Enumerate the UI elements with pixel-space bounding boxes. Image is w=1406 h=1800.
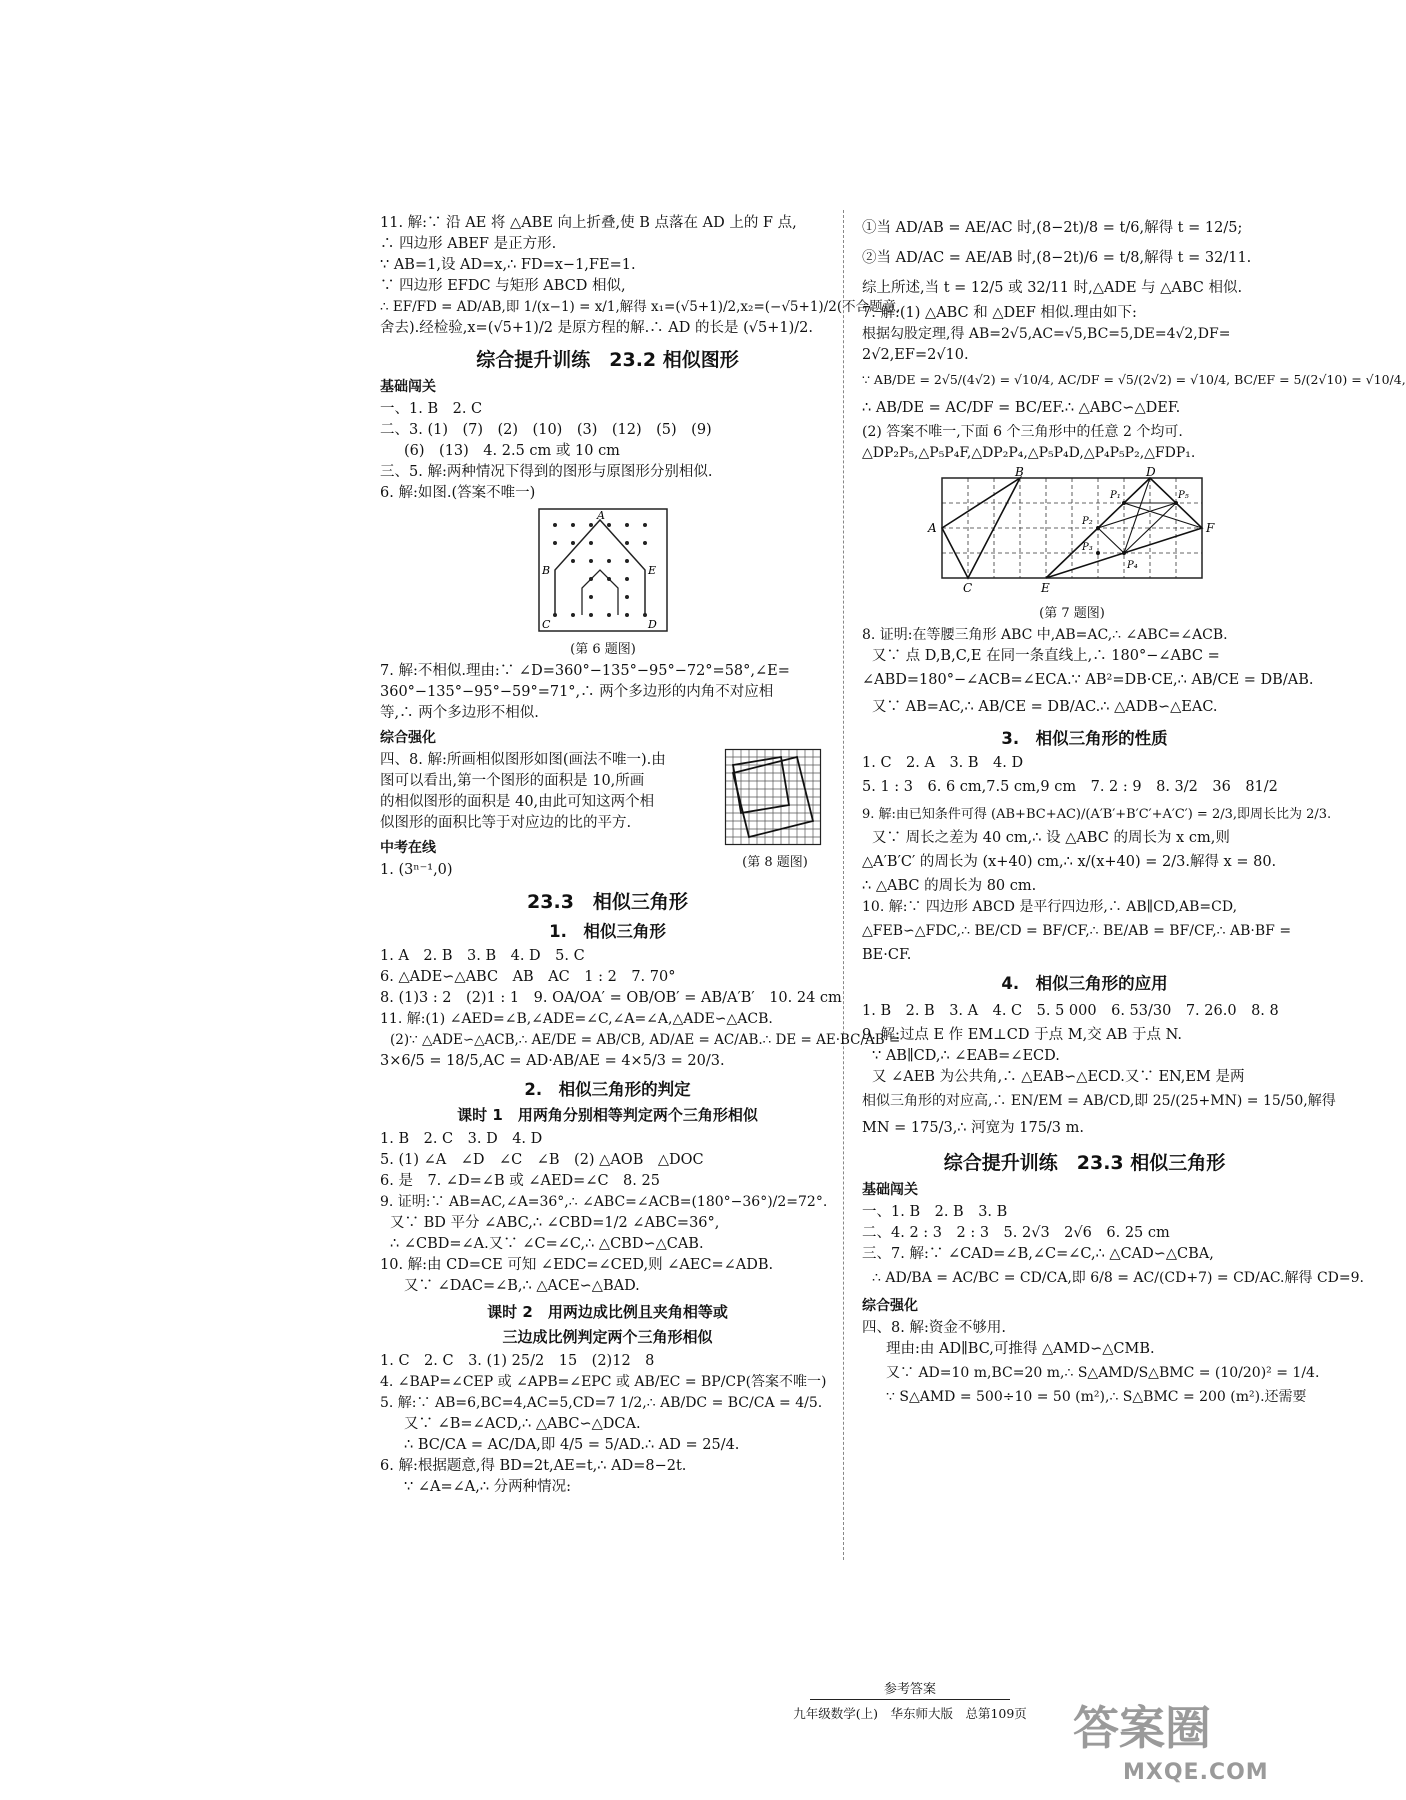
figure-8-diagram: [725, 749, 821, 845]
answer-line: (2)∵ △ADE∽△ACB,∴ AE/DE = AB/CB, AD/AE = AC/AB.∴ DE = AE·BC/AB =: [390, 1032, 901, 1048]
answer-line: 根据勾股定理,得 AB=2√5,AC=√5,BC=5,DE=4√2,DF=: [862, 326, 1231, 342]
lesson-2-title-line-2: 三边成比例判定两个三角形相似: [502, 1328, 713, 1346]
answer-line: 二、3. (1) (7) (2) (10) (3) (12) (5) (9): [380, 422, 712, 438]
answer-line: 7. 解:(1) △ABC 和 △DEF 相似.理由如下:: [862, 305, 1137, 321]
answer-line: 一、1. B 2. B 3. B: [862, 1204, 1008, 1220]
answer-line: 10. 解:由 CD=CE 可知 ∠EDC=∠CED,则 ∠AEC=∠ADB.: [380, 1257, 774, 1273]
answer-line: 综上所述,当 t = 12/5 或 32/11 时,△ADE 与 △ABC 相似.: [862, 280, 1243, 296]
lesson-2-block: [380, 1351, 835, 1498]
footer-title: 参考答案: [810, 1678, 1010, 1700]
answer-line: 6. 解:如图.(答案不唯一): [380, 485, 536, 501]
answer-line: 6. △ADE∽△ABC AB AC 1 : 2 7. 70°: [380, 969, 676, 985]
label-e: E: [1041, 581, 1050, 595]
q11-line: ∴ 四边形 ABEF 是正方形.: [380, 236, 557, 252]
q11-block: [380, 213, 901, 339]
figure-6-diagram: [538, 508, 668, 632]
answer-line: 又 ∠AEB 为公共角,∴ △EAB∽△ECD.又∵ EN,EM 是两: [872, 1069, 1245, 1085]
figure-6: [380, 508, 835, 657]
answer-line: 360°−135°−95°−59°=71°,∴ 两个多边形的内角不对应相: [380, 684, 774, 700]
q11-line: ∵ 四边形 EFDC 与矩形 ABCD 相似,: [380, 278, 626, 294]
answer-line: △FEB∽△FDC,∴ BE/CD = BF/CF,∴ BE/AB = BF/CF,∴ AB·BF =: [862, 923, 1292, 939]
watermark: [1053, 1692, 1313, 1792]
figure-6-caption: (第 6 题图): [570, 642, 636, 657]
grid-lines: [942, 478, 1202, 578]
answer-line: 5. (1) ∠A ∠D ∠C ∠B (2) △AOB △DOC: [380, 1152, 704, 1168]
answer-line: 8. 证明:在等腰三角形 ABC 中,AB=AC,∴ ∠ABC=∠ACB.: [862, 627, 1228, 643]
subsection-title-3: 3. 相似三角形的性质: [1001, 729, 1168, 748]
answer-line: ∵ AB∥CD,∴ ∠EAB=∠ECD.: [872, 1048, 1060, 1064]
label-a: A: [597, 509, 605, 522]
section-title-23-2: 综合提升训练 23.2 相似图形: [476, 349, 739, 371]
answer-line: ∴ △ABC 的周长为 80 cm.: [862, 878, 1037, 894]
answer-line: 似图形的面积比等于对应边的比的平方.: [380, 815, 632, 831]
answer-line: ∴ AD/BA = AC/BC = CD/CA,即 6/8 = AC/(CD+7) = CD/AC.解得 CD=9.: [872, 1270, 1364, 1286]
answer-line: ∵ S△AMD = 500÷10 = 50 (m²),∴ S△BMC = 200 (m²).还需要: [886, 1389, 1307, 1405]
lesson-2-title-line-1: 课时 2 用两边成比例且夹角相等或: [487, 1303, 728, 1321]
answer-line: 4. ∠BAP=∠CEP 或 ∠APB=∠EPC 或 AB/EC = BP/CP(答案不唯一): [380, 1374, 827, 1390]
label-d: D: [1146, 465, 1156, 479]
answer-line: ∴ ∠CBD=∠A.又∵ ∠C=∠C,∴ △CBD∽△CAB.: [390, 1236, 704, 1252]
answer-line: 的相似图形的面积是 40,由此可知这两个相: [380, 794, 655, 810]
sec-23-2-block-b: [380, 661, 835, 881]
label-p5: P₅: [1178, 490, 1189, 501]
answer-line: 1. B 2. B 3. A 4. C 5. 5 000 6. 53/30 7. 26.0 8. 8: [862, 1003, 1279, 1019]
subsection-title-4: 4. 相似三角形的应用: [1001, 974, 1168, 993]
label-p1: P₁: [1110, 490, 1121, 501]
answer-line: BE·CF.: [862, 947, 912, 963]
label-c: C: [963, 581, 973, 595]
label-c: C: [542, 618, 551, 631]
answer-line: △DP₂P₅,△P₅P₄F,△DP₂P₄,△P₅P₄D,△P₄P₅P₂,△FDP₁.: [862, 445, 1196, 461]
section-title-comprehensive-23-3: 综合提升训练 23.3 相似三角形: [943, 1152, 1226, 1174]
answer-line: 又∵ ∠DAC=∠B,∴ △ACE∽△BAD.: [404, 1278, 640, 1294]
label-e: E: [648, 564, 657, 577]
answer-line: 三、5. 解:两种情况下得到的图形与原图形分别相似.: [380, 464, 713, 480]
answer-line: ∵ ∠A=∠A,∴ 分两种情况:: [404, 1479, 572, 1495]
large-house-shape: [555, 520, 645, 615]
answer-line: 又∵ 点 D,B,C,E 在同一条直线上,∴ 180°−∠ABC =: [872, 648, 1220, 664]
label-f: F: [1206, 521, 1215, 535]
answer-line: 5. 1 : 3 6. 6 cm,7.5 cm,9 cm 7. 2 : 9 8. 3/2 36 81/2: [862, 779, 1278, 795]
answer-line: 1. C 2. A 3. B 4. D: [862, 755, 1024, 771]
answer-line: 等,∴ 两个多边形不相似.: [380, 705, 539, 721]
q8-block: [862, 625, 1314, 721]
figure-8: [725, 749, 825, 874]
q6-continued-block: [862, 213, 1307, 303]
answer-line: ∵ AB/DE = 2√5/(4√2) = √10/4, AC/DF = √5/(2√2) = √10/4, BC/EF = 5/(2√10) = √10/4,: [862, 372, 1406, 387]
answer-line: 又∵ ∠B=∠ACD,∴ △ABC∽△DCA.: [404, 1416, 641, 1432]
label-a: A: [928, 521, 937, 535]
subheading: 中考在线: [380, 840, 436, 856]
figure-8-caption: (第 8 题图): [742, 855, 808, 870]
answer-line: 又∵ AB=AC,∴ AB/CE = DB/AC.∴ △ADB∽△EAC.: [872, 699, 1218, 715]
answer-line: 相似三角形的对应高,∴ EN/EM = AB/CD,即 25/(25+MN) = 15/50,解得: [862, 1093, 1336, 1109]
answer-line: 3×6/5 = 18/5,AC = AD·AB/AE = 4×5/3 = 20/3.: [380, 1053, 725, 1069]
answer-line: △A′B′C′ 的周长为 (x+40) cm,∴ x/(x+40) = 2/3.解得 x = 80.: [862, 854, 1277, 870]
answer-line: 10. 解:∵ 四边形 ABCD 是平行四边形,∴ AB∥CD,AB=CD,: [862, 899, 1238, 915]
label-d: D: [648, 618, 657, 631]
subheading: 综合强化: [380, 730, 436, 746]
answer-line: 9. 解:过点 E 作 EM⊥CD 于点 M,交 AB 于点 N.: [862, 1027, 1183, 1043]
sub-3-block: [862, 753, 1332, 966]
sec-23-3-block: [862, 1179, 1364, 1408]
answer-line: ∴ AB/DE = AC/DF = BC/EF.∴ △ABC∽△DEF.: [862, 400, 1181, 416]
label-b: B: [542, 564, 551, 577]
answer-line: 四、8. 解:资金不够用.: [862, 1320, 1006, 1336]
sec-23-2-block-a: [380, 376, 835, 504]
footer-page-info: 九年级数学(上) 华东师大版 总第109页: [793, 1706, 1027, 1721]
answer-line: 理由:由 AD∥BC,可推得 △AMD∽△CMB.: [886, 1341, 1155, 1357]
answer-line: 又∵ AD=10 m,BC=20 m,∴ S△AMD/S△BMC = (10/20)² = 1/4.: [886, 1365, 1320, 1381]
q11-line: ∴ EF/FD = AD/AB,即 1/(x−1) = x/1,解得 x₁=(√5+1)/2,x₂=(−√5+1)/2(不合题意,: [380, 299, 901, 315]
answer-line: 5. 解:∵ AB=6,BC=4,AC=5,CD=7 1/2,∴ AB/DC = BC/CA = 4/5.: [380, 1395, 823, 1411]
label-p2: P₂: [1082, 516, 1093, 527]
subsection-title-1: 1. 相似三角形: [549, 922, 666, 941]
answer-line: 7. 解:不相似.理由:∵ ∠D=360°−135°−95°−72°=58°,∠E=: [380, 663, 790, 679]
answer-line: ①当 AD/AB = AE/AC 时,(8−2t)/8 = t/6,解得 t = 12/5;: [862, 220, 1243, 236]
subheading: 基础闯关: [380, 379, 436, 395]
lesson-1-block: [380, 1129, 835, 1297]
answer-line: 6. 是 7. ∠D=∠B 或 ∠AED=∠C 8. 25: [380, 1173, 660, 1189]
q11-line: 11. 解:∵ 沿 AE 将 △ABE 向上折叠,使 B 点落在 AD 上的 F 点,: [380, 215, 797, 231]
answer-line: 四、8. 解:所画相似图形如图(画法不唯一).由: [380, 752, 666, 768]
small-house-shape: [582, 570, 618, 615]
q7-block: [862, 303, 1406, 464]
watermark-logo: 答案圈: [1073, 1701, 1211, 1755]
figure-7-diagram: [922, 465, 1222, 596]
column-divider: [843, 210, 845, 1560]
answer-line: ∴ BC/CA = AC/DA,即 4/5 = 5/AD.∴ AD = 25/4.: [404, 1437, 740, 1453]
answer-line: ②当 AD/AC = AE/AB 时,(8−2t)/6 = t/8,解得 t = 32/11.: [862, 250, 1252, 266]
answer-line: 1. A 2. B 3. B 4. D 5. C: [380, 948, 585, 964]
sub-4-block: [862, 998, 1336, 1142]
q11-line: 舍去).经检验,x=(√5+1)/2 是原方程的解.∴ AD 的长是 (√5+1)/2.: [380, 320, 813, 336]
label-p4: P₄: [1127, 560, 1138, 571]
section-title-23-3: 23.3 相似三角形: [527, 891, 688, 913]
answer-line: 又∵ BD 平分 ∠ABC,∴ ∠CBD=1/2 ∠ABC=36°,: [390, 1215, 720, 1231]
subheading: 基础闯关: [862, 1182, 918, 1198]
points: [1096, 501, 1178, 555]
answer-line: 11. 解:(1) ∠AED=∠B,∠ADE=∠C,∠A=∠A,△ADE∽△ACB.: [380, 1011, 773, 1027]
answer-line: ∠ABD=180°−∠ACB=∠ECA.∵ AB²=DB·CE,∴ AB/CE = DB/AB.: [862, 672, 1314, 688]
answer-line: (2) 答案不唯一,下面 6 个三角形中的任意 2 个均可.: [862, 424, 1183, 440]
subsection-title-2: 2. 相似三角形的判定: [524, 1080, 691, 1099]
right-column: [862, 213, 1406, 1408]
answer-line: 6. 解:根据题意,得 BD=2t,AE=t,∴ AD=8−2t.: [380, 1458, 687, 1474]
answer-line: (6) (13) 4. 2.5 cm 或 10 cm: [404, 443, 620, 459]
figure-7-caption: (第 7 题图): [1039, 606, 1105, 621]
q11-line: ∵ AB=1,设 AD=x,∴ FD=x−1,FE=1.: [380, 257, 636, 273]
label-b: B: [1015, 465, 1024, 479]
answer-line: 图可以看出,第一个图形的面积是 10,所画: [380, 773, 645, 789]
answer-line: 一、1. B 2. C: [380, 401, 483, 417]
answer-line: 二、4. 2 : 3 2 : 3 5. 2√3 2√6 6. 25 cm: [862, 1225, 1170, 1241]
answer-line: 又∵ 周长之差为 40 cm,∴ 设 △ABC 的周长为 x cm,则: [872, 830, 1230, 846]
answer-line: 8. (1)3 : 2 (2)1 : 1 9. OA/OA′ = OB/OB′ = AB/A′B′ 10. 24 cm: [380, 990, 842, 1006]
label-p3: P₃: [1082, 542, 1093, 553]
lesson-1-title: 课时 1 用两角分别相等判定两个三角形相似: [457, 1106, 758, 1124]
answer-line: 9. 证明:∵ AB=AC,∠A=36°,∴ ∠ABC=∠ACB=(180°−36°)/2=72°.: [380, 1194, 828, 1210]
answer-line: 1. (3ⁿ⁻¹,0): [380, 862, 453, 878]
subheading: 综合强化: [862, 1298, 918, 1314]
answer-line: 三、7. 解:∵ ∠CAD=∠B,∠C=∠C,∴ △CAD∽△CBA,: [862, 1246, 1214, 1262]
answer-line: 2√2,EF=2√10.: [862, 347, 969, 363]
answer-line: 1. B 2. C 3. D 4. D: [380, 1131, 543, 1147]
watermark-url: MXQE.COM: [1123, 1760, 1269, 1785]
answer-line: MN = 175/3,∴ 河宽为 175/3 m.: [862, 1120, 1084, 1136]
answer-line: 9. 解:由已知条件可得 (AB+BC+AC)/(A′B′+B′C′+A′C′) = 2/3,即周长比为 2/3.: [862, 807, 1332, 822]
figure-7: [862, 465, 1307, 621]
answer-line: 1. C 2. C 3. (1) 25/2 15 (2)12 8: [380, 1353, 655, 1369]
